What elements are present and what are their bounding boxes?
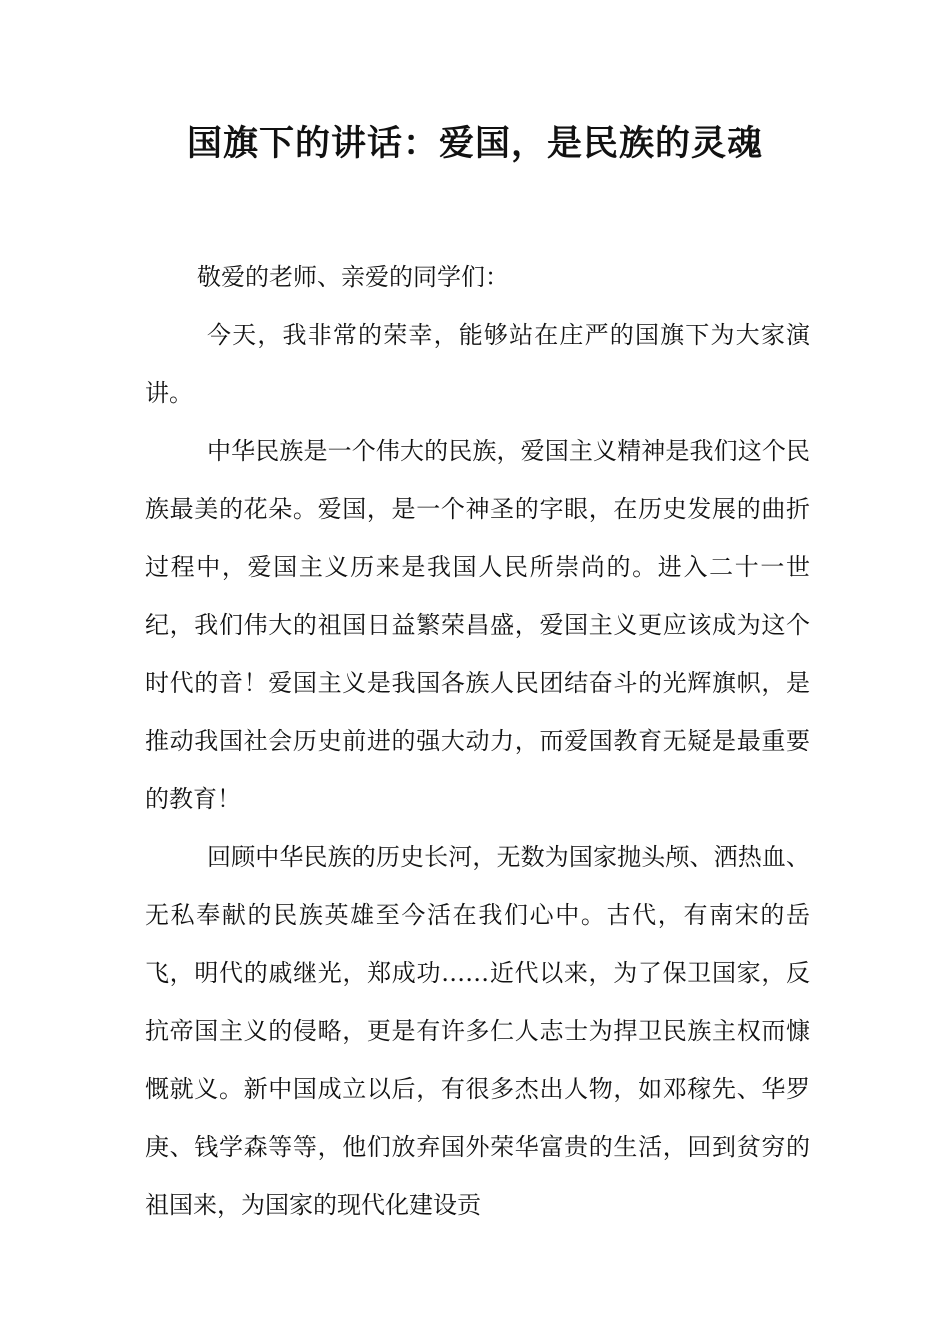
paragraph-intro: 今天，我非常的荣幸，能够站在庄严的国旗下为大家演讲。 — [145, 321, 810, 407]
document-title: 国旗下的讲话：爱国，是民族的灵魂 — [186, 124, 763, 164]
document-body — [145, 248, 810, 1234]
paragraph-patriotism: 中华民族是一个伟大的民族，爱国主义精神是我们这个民族最美的花朵。爱国，是一个神圣的字眼，在历史发展的曲折过程中，爱国主义历来是我国人民所崇尚的。进入二十一世纪，我们伟大的祖国日益繁荣昌盛，爱国主义更应该成为这个时代的音！爱国主义是我国各族人民团结奋斗的光辉旗帜，是推动我国社会历史前进的强大动力，而爱国教育无疑是最重要的教育！ — [145, 437, 810, 813]
greeting-line: 敬爱的老师、亲爱的同学们： — [197, 263, 509, 291]
paragraph-history: 回顾中华民族的历史长河，无数为国家抛头颅、洒热血、无私奉献的民族英雄至今活在我们心中。古代，有南宋的岳飞，明代的戚继光，郑成功……近代以来，为了保卫国家，反抗帝国主义的侵略，更是有许多仁人志士为捍卫民族主权而慷慨就义。新中国成立以后，有很多杰出人物，如邓稼先、华罗庚、钱学森等等，他们放弃国外荣华富贵的生活，回到贫穷的祖国来，为国家的现代化建设贡 — [145, 843, 810, 1219]
